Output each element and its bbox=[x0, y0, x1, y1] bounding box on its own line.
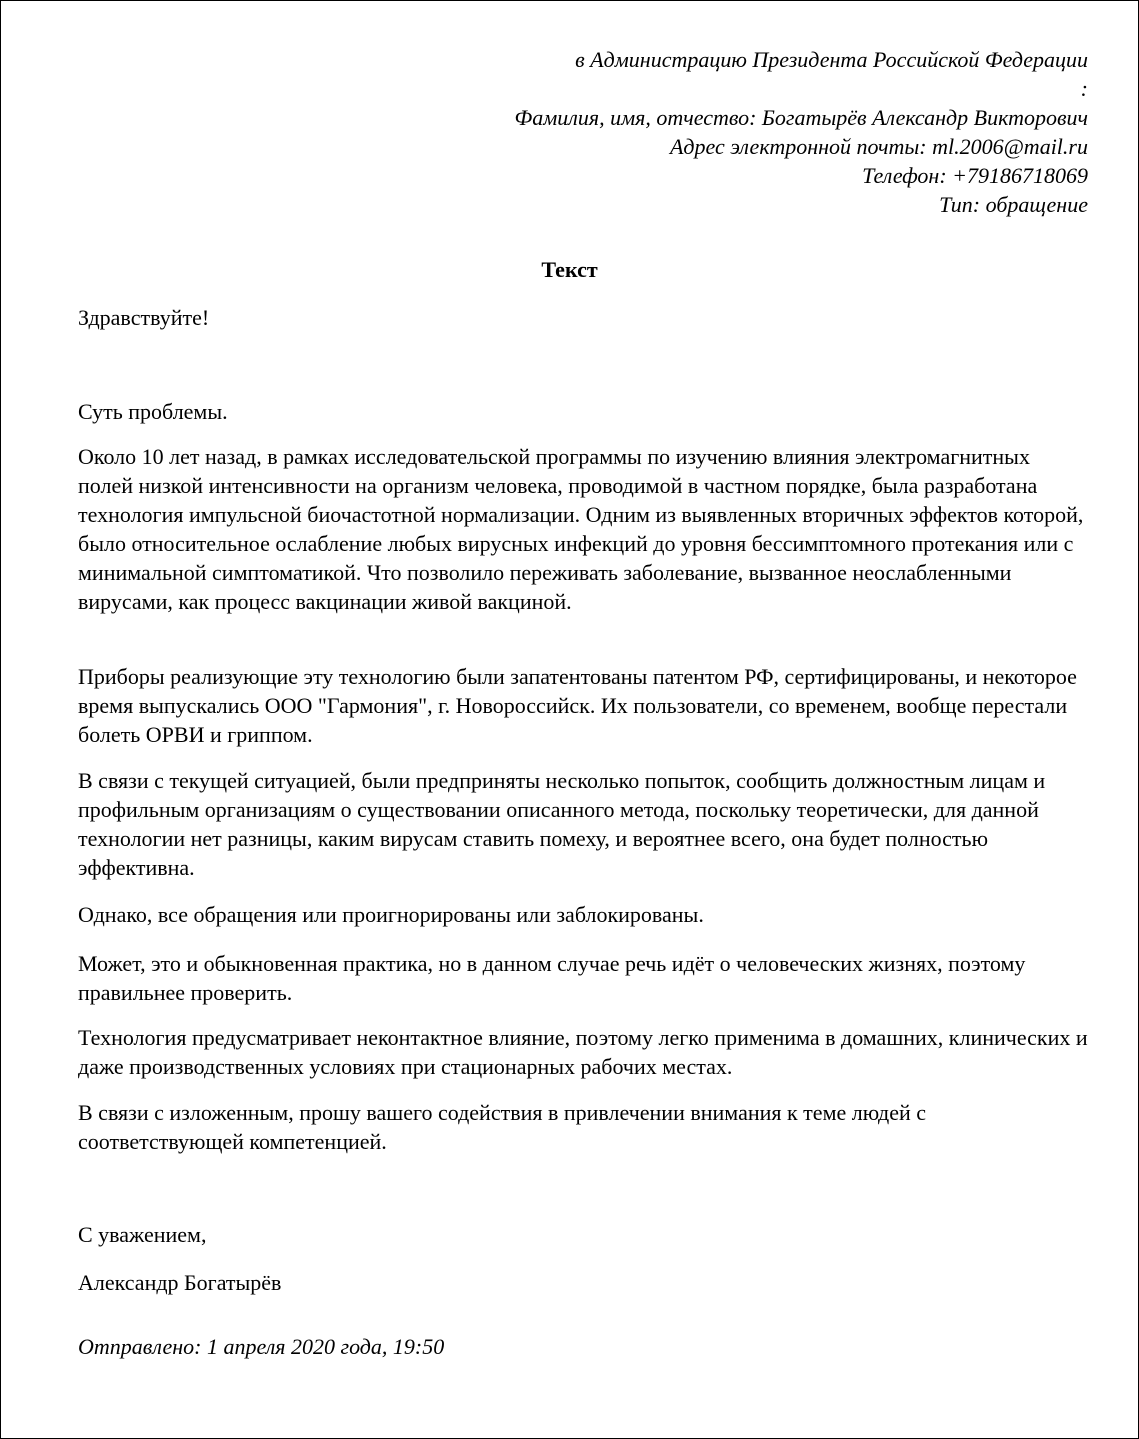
paragraph-3: В связи с текущей ситуацией, были предприняты несколько попыток, сообщить должностным лицам и профильным организациям о существовании описанного метода, поскольку теоретически, для данной технологии нет разницы, каким вирусам ставить помеху, и вероятнее всего, она будет полностью эффективна. bbox=[78, 768, 1046, 880]
greeting: Здравствуйте! bbox=[78, 305, 210, 330]
paragraph-7: В связи с изложенным, прошу вашего содействия в привлечении внимания к теме людей с соответствующей компетенцией. bbox=[78, 1100, 927, 1154]
sender-phone: Телефон: +79186718069 bbox=[862, 163, 1088, 188]
paragraph-4: Однако, все обращения или проигнорированы или заблокированы. bbox=[78, 902, 704, 927]
signature: Александр Богатырёв bbox=[78, 1270, 282, 1295]
appeal-type: Тип: обращение bbox=[939, 192, 1088, 217]
paragraph-1: Около 10 лет назад, в рамках исследовательской программы по изучению влияния электромагнитных полей низкой интенсивности на организм человека, проводимой в частном порядке, была разработана технология импульсной биочастотной нормализации. Одним из выявленных вторичных эффектов которой, было относительное ослабление любых вирусных инфекций до уровня бессимптомного протекания или с минимальной симптоматикой. Что позволило переживать заболевание, вызванное неослабленными вирусами, как процесс вакцинации живой вакциной. bbox=[78, 444, 1084, 614]
closing: С уважением, bbox=[78, 1222, 207, 1247]
paragraph-2: Приборы реализующие эту технологию были запатентованы патентом РФ, сертифицированы, и некоторое время выпускались ООО "Гармония", г. Новороссийск. Их пользователи, со временем, вообще перестали болеть ОРВИ и гриппом. bbox=[78, 664, 1077, 747]
sent-date: Отправлено: 1 апреля 2020 года, 19:50 bbox=[78, 1334, 445, 1359]
paragraph-6: Технология предусматривает неконтактное влияние, поэтому легко применима в домашних, клинических и даже производственных условиях при стационарных рабочих местах. bbox=[78, 1025, 1088, 1079]
letter-header bbox=[288, 45, 1088, 219]
recipient-colon: : bbox=[1080, 76, 1088, 101]
document-title: Текст bbox=[541, 257, 598, 282]
problem-heading: Суть проблемы. bbox=[78, 399, 228, 424]
recipient-line: в Администрацию Президента Российской Федерации bbox=[575, 47, 1088, 72]
sender-full-name: Фамилия, имя, отчество: Богатырёв Александр Викторович bbox=[514, 105, 1088, 130]
paragraph-5: Может, это и обыкновенная практика, но в данном случае речь идёт о человеческих жизнях, поэтому правильнее проверить. bbox=[78, 951, 1026, 1005]
sender-email: Адрес электронной почты: ml.2006@mail.ru bbox=[669, 134, 1088, 159]
